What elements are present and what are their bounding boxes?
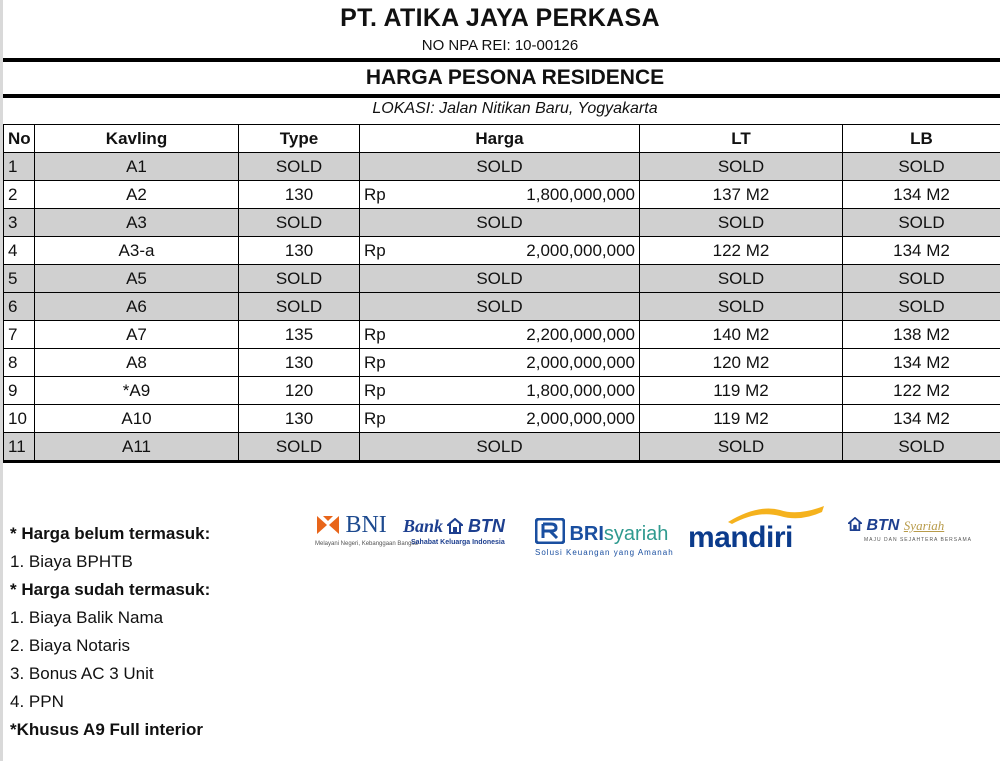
column-header-harga: Harga [360, 125, 640, 153]
cell-kavling: A2 [35, 181, 239, 209]
house-icon [848, 517, 862, 531]
company-name: PT. ATIKA JAYA PERKASA [340, 4, 660, 32]
bni-emblem-icon [315, 514, 341, 536]
currency-prefix: Rp [364, 240, 386, 260]
currency-prefix: Rp [364, 352, 386, 372]
btn-syariah-tagline: MAJU DAN SEJAHTERA BERSAMA [864, 537, 972, 543]
btn-tagline: Sahabat Keluarga Indonesia [411, 539, 505, 546]
cell-lt: SOLD [640, 265, 843, 293]
cell-kavling: A7 [35, 321, 239, 349]
cell-no: 1 [4, 153, 35, 181]
currency-prefix: Rp [364, 324, 386, 344]
btn-syariah-suffix: Syariah [903, 518, 945, 533]
table-row [4, 209, 1000, 237]
cell-lt: SOLD [640, 433, 843, 462]
cell-lt: 140 M2 [640, 321, 843, 349]
table-row [4, 265, 1000, 293]
mandiri-name: mandiri [688, 521, 793, 554]
cell-type: SOLD [239, 265, 360, 293]
cell-harga [360, 349, 640, 377]
table-row [4, 321, 1000, 349]
price-table-body [4, 153, 1000, 462]
cell-lb: 134 M2 [843, 237, 1000, 265]
cell-harga: SOLD [360, 433, 640, 462]
house-icon [447, 518, 463, 534]
cell-lb: 138 M2 [843, 321, 1000, 349]
note-item: 1. Biaya BPHTB [10, 552, 133, 571]
cell-lt: SOLD [640, 153, 843, 181]
bni-tagline: Melayani Negeri, Kebanggaan Bangsa [315, 541, 418, 547]
cell-lt: SOLD [640, 209, 843, 237]
cell-no: 9 [4, 377, 35, 405]
table-header-row [4, 125, 1000, 153]
note-item: 2. Biaya Notaris [10, 636, 130, 655]
cell-lb: 134 M2 [843, 349, 1000, 377]
cell-kavling: A6 [35, 293, 239, 321]
cell-no: 11 [4, 433, 35, 462]
bri-syariah-logo [535, 514, 674, 557]
note-item: 4. PPN [10, 692, 64, 711]
cell-lb: SOLD [843, 293, 1000, 321]
price-amount: 2,000,000,000 [526, 408, 635, 428]
price-amount: 1,800,000,000 [526, 184, 635, 204]
price-table [3, 124, 1000, 463]
price-amount: 1,800,000,000 [526, 380, 635, 400]
column-header-lb: LB [843, 125, 1000, 153]
cell-harga [360, 321, 640, 349]
bank-logos [0, 498, 1000, 568]
cell-lb: 134 M2 [843, 181, 1000, 209]
cell-no: 4 [4, 237, 35, 265]
column-header-kavling: Kavling [35, 125, 239, 153]
npa-number: NO NPA REI: 10-00126 [421, 37, 579, 54]
table-row [4, 181, 1000, 209]
cell-harga: SOLD [360, 265, 640, 293]
price-amount: 2,000,000,000 [526, 240, 635, 260]
table-row [4, 377, 1000, 405]
table-row [4, 349, 1000, 377]
note-heading: *Khusus A9 Full interior [10, 720, 204, 739]
cell-no: 6 [4, 293, 35, 321]
cell-no: 7 [4, 321, 35, 349]
page-title: HARGA PESONA RESIDENCE [365, 66, 665, 89]
cell-kavling: A8 [35, 349, 239, 377]
cell-type: SOLD [239, 433, 360, 462]
note-item: 3. Bonus AC 3 Unit [10, 664, 154, 683]
cell-lt: 119 M2 [640, 405, 843, 433]
cell-kavling: A3 [35, 209, 239, 237]
price-amount: 2,000,000,000 [526, 352, 635, 372]
cell-no: 10 [4, 405, 35, 433]
currency-prefix: Rp [364, 408, 386, 428]
title-divider [3, 94, 1000, 98]
note-heading: * Harga sudah termasuk: [10, 580, 211, 599]
cell-harga [360, 181, 640, 209]
cell-harga [360, 237, 640, 265]
cell-no: 5 [4, 265, 35, 293]
cell-lt: 137 M2 [640, 181, 843, 209]
cell-type: SOLD [239, 153, 360, 181]
cell-no: 2 [4, 181, 35, 209]
cell-harga: SOLD [360, 153, 640, 181]
cell-kavling: A11 [35, 433, 239, 462]
table-row [4, 405, 1000, 433]
cell-kavling: A5 [35, 265, 239, 293]
mandiri-logo [688, 502, 828, 555]
btn-name: BTN [467, 516, 505, 536]
btn-syariah-logo [848, 516, 972, 543]
table-row [4, 433, 1000, 462]
table-row [4, 153, 1000, 181]
cell-type: 120 [239, 377, 360, 405]
cell-lb: 134 M2 [843, 405, 1000, 433]
bri-name: BRI [569, 523, 604, 545]
cell-type: 130 [239, 405, 360, 433]
cell-no: 8 [4, 349, 35, 377]
cell-type: 135 [239, 321, 360, 349]
column-header-no: No [4, 125, 35, 153]
currency-prefix: Rp [364, 184, 386, 204]
cell-kavling: A3-a [35, 237, 239, 265]
location-text: LOKASI: Jalan Nitikan Baru, Yogyakarta [372, 100, 658, 117]
bni-name: BNI [345, 512, 387, 538]
cell-lb: 122 M2 [843, 377, 1000, 405]
cell-lt: 120 M2 [640, 349, 843, 377]
cell-lb: SOLD [843, 433, 1000, 462]
column-header-lt: LT [640, 125, 843, 153]
cell-lt: 122 M2 [640, 237, 843, 265]
cell-harga [360, 405, 640, 433]
cell-lt: SOLD [640, 293, 843, 321]
header-divider [3, 58, 1000, 62]
currency-prefix: Rp [364, 380, 386, 400]
cell-harga [360, 377, 640, 405]
cell-kavling: A1 [35, 153, 239, 181]
btn-prefix: Bank [403, 516, 444, 536]
bri-emblem-icon [535, 518, 565, 544]
note-heading: * Harga belum termasuk: [10, 524, 211, 543]
cell-harga: SOLD [360, 209, 640, 237]
price-amount: 2,200,000,000 [526, 324, 635, 344]
btn-logo [403, 516, 505, 546]
table-row [4, 237, 1000, 265]
cell-kavling: *A9 [35, 377, 239, 405]
cell-lb: SOLD [843, 153, 1000, 181]
bri-tagline: Solusi Keuangan yang Amanah [535, 548, 674, 557]
cell-type: 130 [239, 237, 360, 265]
cell-lb: SOLD [843, 265, 1000, 293]
cell-type: 130 [239, 181, 360, 209]
cell-type: 130 [239, 349, 360, 377]
table-row [4, 293, 1000, 321]
bri-suffix: syariah [603, 523, 669, 545]
cell-lt: 119 M2 [640, 377, 843, 405]
cell-harga: SOLD [360, 293, 640, 321]
cell-type: SOLD [239, 209, 360, 237]
cell-no: 3 [4, 209, 35, 237]
cell-type: SOLD [239, 293, 360, 321]
column-header-type: Type [239, 125, 360, 153]
cell-lb: SOLD [843, 209, 1000, 237]
cell-kavling: A10 [35, 405, 239, 433]
note-item: 1. Biaya Balik Nama [10, 608, 164, 627]
btn-syariah-name: BTN [866, 517, 900, 534]
